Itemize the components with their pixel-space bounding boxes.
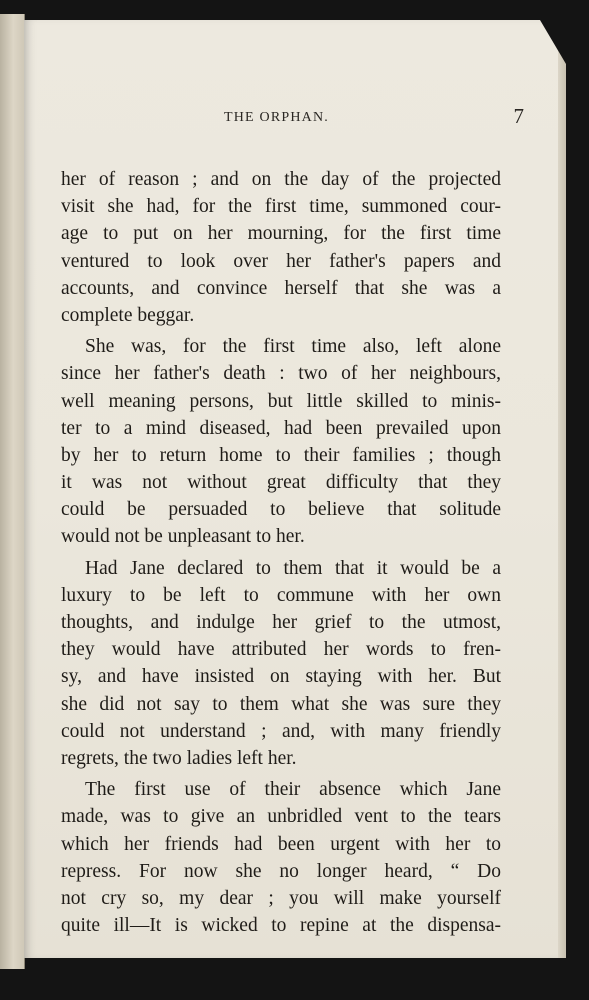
text-line: she did not say to them what she was sure they	[61, 693, 501, 715]
text-line: which her friends had been urgent with her to	[61, 833, 501, 855]
page-fore-edge	[558, 20, 566, 958]
text-line: accounts, and convince herself that she was a	[61, 277, 501, 299]
text-line: visit she had, for the first time, summoned cour-	[61, 196, 501, 218]
text-line: not cry so, my dear ; you will make yourself	[61, 887, 501, 909]
text-line: regrets, the two ladies left her.	[61, 747, 297, 769]
text-line: since her father's death : two of her neighbours,	[61, 363, 501, 385]
text-line: by her to return home to their families ; though	[61, 444, 501, 466]
paragraph	[61, 555, 501, 773]
text-line: her of reason ; and on the day of the projected	[61, 169, 501, 190]
book-page	[24, 20, 566, 958]
text-line: ter to a mind diseased, had been prevailed upon	[61, 417, 501, 439]
page-number: 7	[513, 104, 524, 128]
paragraph	[61, 333, 501, 551]
text-line: would not be unpleasant to her.	[61, 526, 305, 548]
text-line: it was not without great difficulty that they	[61, 472, 501, 494]
text-line: ventured to look over her father's papers and	[61, 250, 501, 272]
running-head-title: THE ORPHAN.	[224, 110, 329, 125]
body-text	[61, 166, 501, 939]
text-line: complete beggar.	[61, 304, 195, 326]
torn-page-corner	[540, 20, 566, 64]
paragraph	[61, 166, 501, 329]
text-line: thoughts, and indulge her grief to the utmost,	[61, 612, 501, 633]
text-line: quite ill—It is wicked to repine at the dispensa-	[61, 915, 501, 937]
running-header	[64, 104, 524, 128]
text-line: made, was to give an unbridled vent to the tears	[61, 806, 501, 828]
facing-page-edge	[0, 14, 25, 969]
text-line: could not understand ; and, with many friendly	[61, 720, 501, 742]
text-line: they would have attributed her words to fren-	[61, 639, 501, 661]
text-line: could be persuaded to believe that solitude	[61, 499, 501, 521]
text-line: luxury to be left to commune with her own	[61, 584, 501, 606]
text-line: Had Jane declared to them that it would be a	[85, 557, 501, 579]
text-line: age to put on her mourning, for the first time	[61, 223, 501, 245]
text-line: well meaning persons, but little skilled to minis-	[61, 390, 501, 412]
text-line: The first use of their absence which Jane	[85, 779, 501, 801]
paragraph	[61, 776, 501, 939]
text-line: repress. For now she no longer heard, “ Do	[61, 860, 501, 882]
text-line: She was, for the first time also, left alone	[85, 336, 501, 358]
text-line: sy, and have insisted on staying with her. But	[61, 666, 501, 688]
